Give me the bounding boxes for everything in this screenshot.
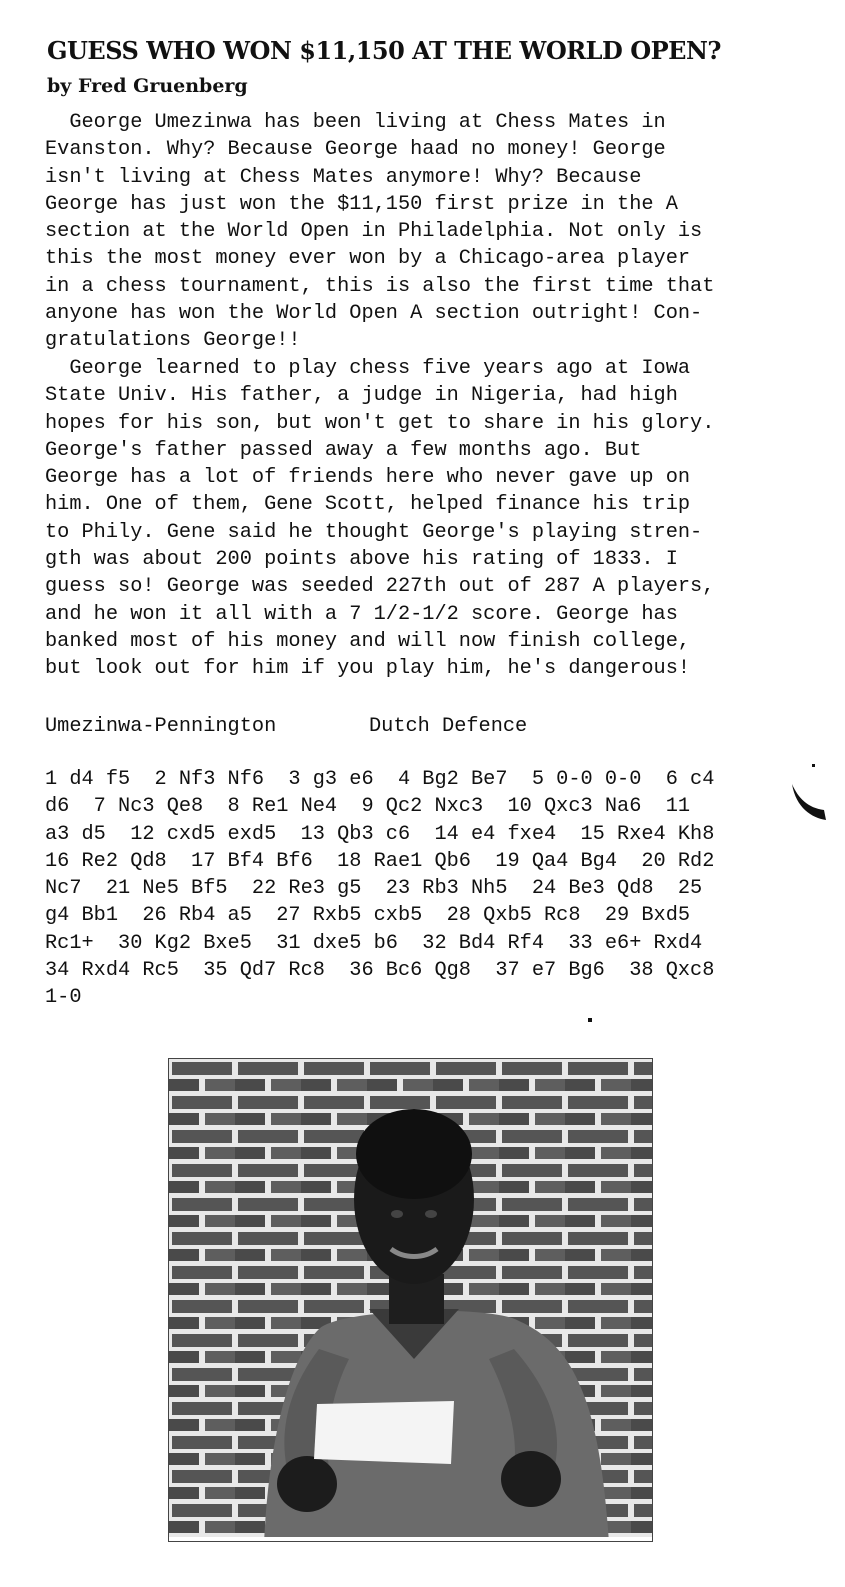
moves-line: Nc7 21 Ne5 Bf5 22 Re3 g5 23 Rb3 Nh5 24 Be3 Qd8 25 xyxy=(45,877,703,901)
moves-line: Rc1+ 30 Kg2 Bxe5 31 dxe5 b6 32 Bd4 Rf4 33 e6+ Rxd4 xyxy=(45,931,703,955)
game-opening: Dutch Defence xyxy=(369,715,528,738)
paragraph-line: George learned to play chess five years ago at Iowa xyxy=(45,357,691,380)
article-byline: by Fred Gruenberg xyxy=(47,75,248,97)
article-paragraph-2 xyxy=(45,355,840,683)
article-title: GUESS WHO WON $11,150 AT THE WORLD OPEN? xyxy=(47,36,721,65)
scan-speck xyxy=(812,764,815,767)
paragraph-line: but look out for him if you play him, he's dangerous! xyxy=(45,657,691,681)
moves-line: g4 Bb1 26 Rb4 a5 27 Rxb5 cxb5 28 Qxb5 Rc8 29 Bxd5 xyxy=(45,904,691,928)
scan-smudge xyxy=(790,780,830,822)
paragraph-line: and he won it all with a 7 1/2-1/2 score. George has xyxy=(45,602,678,626)
photo-george-umezinwa xyxy=(168,1058,653,1542)
scan-speck xyxy=(588,1018,592,1022)
paragraph-line: him. One of them, Gene Scott, helped finance his trip xyxy=(45,493,691,517)
moves-line: 34 Rxd4 Rc5 35 Qd7 Rc8 36 Bc6 Qg8 37 e7 Bg6 38 Qxc8 xyxy=(45,959,715,983)
game-header xyxy=(45,713,527,740)
paragraph-line: in a chess tournament, this is also the first time that xyxy=(45,274,715,298)
photo-illustration xyxy=(169,1059,653,1542)
paragraph-line: guess so! George was seeded 227th out of 287 A players, xyxy=(45,575,715,599)
paragraph-line: George's father passed away a few months ago. But xyxy=(45,438,642,462)
moves-line: 16 Re2 Qd8 17 Bf4 Bf6 18 Rae1 Qb6 19 Qa4 Bg4 20 Rd2 xyxy=(45,849,715,873)
paragraph-line: gth was about 200 points above his rating of 1833. I xyxy=(45,548,678,572)
paragraph-line: isn't living at Chess Mates anymore! Why? Because xyxy=(45,165,642,189)
paragraph-line: this the most money ever won by a Chicago-area player xyxy=(45,247,691,271)
paragraph-line: State Univ. His father, a judge in Nigeria, had high xyxy=(45,384,678,408)
paragraph-line: anyone has won the World Open A section outright! Con- xyxy=(45,302,703,326)
paragraph-line: section at the World Open in Philadelphia. Not only is xyxy=(45,220,703,244)
paragraph-line: banked most of his money and will now finish college, xyxy=(45,629,691,653)
paragraph-line: to Phily. Gene said he thought George's playing stren- xyxy=(45,520,703,544)
moves-line: d6 7 Nc3 Qe8 8 Re1 Ne4 9 Qc2 Nxc3 10 Qxc3 Na6 11 xyxy=(45,795,691,819)
paragraph-line: George Umezinwa has been living at Chess Mates in xyxy=(45,111,666,134)
article-paragraph-1 xyxy=(45,109,840,355)
paragraph-line: Evanston. Why? Because George haad no money! George xyxy=(45,138,666,162)
game-moves xyxy=(45,766,714,1012)
game-players: Umezinwa-Pennington xyxy=(45,715,277,738)
moves-line: 1 d4 f5 2 Nf3 Nf6 3 g3 e6 4 Bg2 Be7 5 0-0 0-0 6 c4 xyxy=(45,768,715,791)
paragraph-line: gratulations George!! xyxy=(45,329,301,353)
paragraph-line: hopes for his son, but won't get to share in his glory. xyxy=(45,411,715,435)
moves-line: a3 d5 12 cxd5 exd5 13 Qb3 c6 14 e4 fxe4 15 Rxe4 Kh8 xyxy=(45,822,715,846)
moves-line: 1-0 xyxy=(45,986,82,1010)
paragraph-line: George has just won the $11,150 first prize in the A xyxy=(45,192,678,216)
paragraph-line: George has a lot of friends here who never gave up on xyxy=(45,466,691,490)
